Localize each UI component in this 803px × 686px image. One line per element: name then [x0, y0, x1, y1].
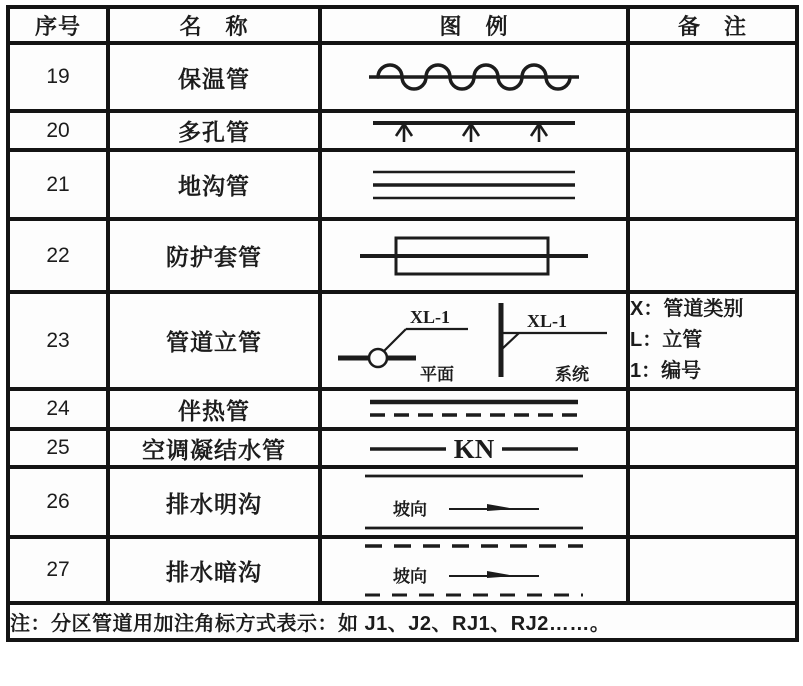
table-row — [8, 389, 797, 429]
riser-plan-label: XL-1 — [410, 306, 450, 327]
riser-system-label: XL-1 — [527, 310, 567, 331]
insulated-pipe-symbol-icon — [366, 54, 582, 100]
row-remark — [628, 467, 797, 537]
trench-pipe-symbol-icon — [369, 164, 579, 206]
header-name: 名 称 — [108, 7, 320, 43]
row-remark — [628, 537, 797, 603]
open-drain-symbol-icon — [361, 470, 587, 534]
header-no: 序号 — [8, 7, 108, 43]
row-no: 19 — [8, 43, 108, 111]
row-name: 保温管 — [108, 43, 320, 111]
row-no: 26 — [8, 467, 108, 537]
header-row — [8, 7, 797, 43]
remark-line: 1：编号 — [630, 360, 702, 382]
row-remark — [628, 219, 797, 292]
riser-system-view-icon — [487, 297, 612, 385]
footnote-text: 注：分区管道用加注角标方式表示：如 J1、J2、RJ1、RJ2……。 — [8, 603, 797, 640]
open-drain-slope-label: 坡向 — [393, 500, 427, 519]
protective-sleeve-symbol-icon — [358, 232, 590, 280]
row-remark — [628, 111, 797, 150]
row-no: 27 — [8, 537, 108, 603]
perforated-pipe-symbol-icon — [371, 116, 577, 146]
row-name: 地沟管 — [108, 150, 320, 219]
row-remark — [628, 150, 797, 219]
heat-tracing-symbol-icon — [366, 396, 582, 422]
row-name: 伴热管 — [108, 389, 320, 429]
row-no: 23 — [8, 292, 108, 389]
table-row — [8, 467, 797, 537]
row-name: 排水暗沟 — [108, 537, 320, 603]
table-row — [8, 219, 797, 292]
pipe-legend-table — [6, 5, 799, 642]
condensate-pipe-symbol-icon — [366, 431, 582, 465]
remark-line: L：立管 — [630, 329, 703, 351]
covered-drain-slope-label: 坡向 — [393, 567, 427, 586]
row-remark — [628, 389, 797, 429]
row-name: 防护套管 — [108, 219, 320, 292]
table-row — [8, 537, 797, 603]
table-row — [8, 43, 797, 111]
row-remark — [628, 43, 797, 111]
riser-system-caption: 系统 — [555, 364, 589, 384]
row-no: 20 — [8, 111, 108, 150]
row-remark — [628, 429, 797, 467]
table-row — [8, 429, 797, 467]
table-row — [8, 111, 797, 150]
covered-drain-symbol-icon — [361, 539, 587, 601]
row-no: 25 — [8, 429, 108, 467]
row-no: 24 — [8, 389, 108, 429]
row-no: 21 — [8, 150, 108, 219]
remark-line: X：管道类别 — [630, 298, 744, 320]
header-remark: 备 注 — [628, 7, 797, 43]
footnote-row — [8, 603, 797, 640]
row-name: 排水明沟 — [108, 467, 320, 537]
row-name: 多孔管 — [108, 111, 320, 150]
table-row — [8, 150, 797, 219]
row-name: 空调凝结水管 — [108, 429, 320, 467]
condensate-kn-label: KN — [453, 434, 495, 464]
header-legend: 图 例 — [320, 7, 628, 43]
row-remark — [628, 292, 797, 389]
row-no: 22 — [8, 219, 108, 292]
riser-plan-view-icon — [336, 297, 473, 385]
riser-plan-caption: 平面 — [420, 364, 454, 384]
table-row — [8, 292, 797, 389]
row-name: 管道立管 — [108, 292, 320, 389]
